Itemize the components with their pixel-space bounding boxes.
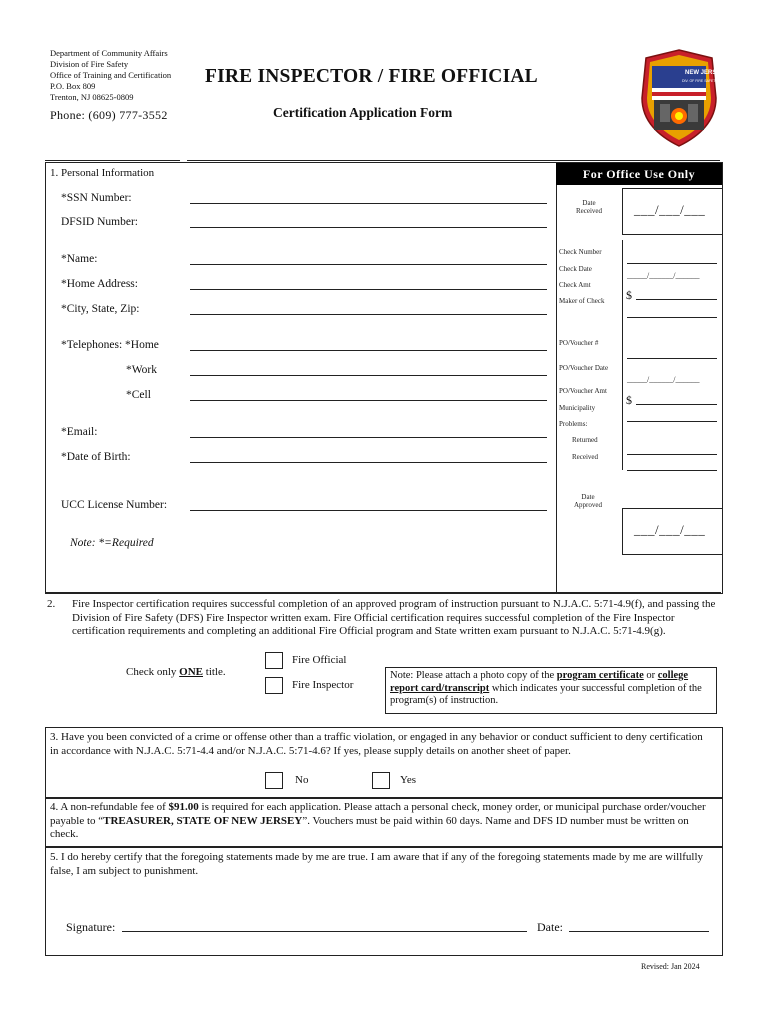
check-one-pre: Check only <box>126 666 180 678</box>
office-divider <box>556 162 557 592</box>
check-date-input[interactable]: _____/______/______ <box>627 271 700 280</box>
fee-pre: 4. A non-refundable fee of <box>50 801 169 813</box>
check-number-label: Check Number <box>559 248 602 256</box>
dollar-sign: $ <box>626 288 632 302</box>
received-input[interactable] <box>627 470 717 471</box>
check-date-label: Check Date <box>559 265 592 273</box>
seal-text-mid: DIV. OF FIRE SAFETY <box>682 79 718 83</box>
fire-inspector-label: Fire Inspector <box>292 679 354 691</box>
fee-amount: $91.00 <box>168 801 199 813</box>
agency-line: P.O. Box 809 <box>50 81 96 91</box>
rule <box>187 160 720 161</box>
office-use-heading: For Office Use Only <box>556 163 722 185</box>
municipality-input[interactable] <box>627 421 717 422</box>
fire-safety-seal-logo <box>640 48 725 148</box>
maker-of-check-label: Maker of Check <box>559 297 605 305</box>
dfsid-input[interactable] <box>190 227 547 228</box>
agency-line: Division of Fire Safety <box>50 59 129 69</box>
rule <box>45 160 180 161</box>
telephone-cell-input[interactable] <box>190 400 547 401</box>
ucc-license-input[interactable] <box>190 510 547 511</box>
dfsid-label: DFSID Number: <box>61 216 138 228</box>
office-inner-divider <box>622 240 623 470</box>
fire-inspector-checkbox[interactable] <box>265 677 283 694</box>
section-3-text: 3. Have you been convicted of a crime or offense other than a traffic violation, or engaged in any behavior or conduct sufficient to deny certification in accordance with N.J.A.C. 5:71-4.4 and/or N.J.A.C. 5:71-4.6? If yes, please supply details on another sheet of paper. <box>50 731 703 757</box>
phone-number: Phone: (609) 777-3552 <box>50 108 168 122</box>
check-amt-input[interactable] <box>636 299 717 300</box>
payee: TREASURER, STATE OF NEW JERSEY <box>103 814 303 827</box>
returned-label: Returned <box>572 436 598 444</box>
po-voucher-date-input[interactable]: _____/______/______ <box>627 375 700 384</box>
date-of-birth-label: *Date of Birth: <box>61 451 131 463</box>
fire-official-label: Fire Official <box>292 654 347 666</box>
city-state-zip-input[interactable] <box>190 314 547 315</box>
conviction-yes-label: Yes <box>400 774 417 786</box>
po-voucher-number-label: PO/Voucher # <box>559 339 599 347</box>
conviction-no-label: No <box>295 774 309 786</box>
seal-text-top: NEW JERSEY <box>685 70 725 76</box>
agency-line: Trenton, NJ 08625-0809 <box>50 92 134 102</box>
fee-post: ”. Vouchers must be paid within 60 days. Name and DFS ID number must be written on check. <box>50 814 689 840</box>
fee-mid: is required for each application. Please attach a personal check, money order, or municipal purchase order/voucher payable to “ <box>50 801 706 827</box>
problems-label: Problems: <box>559 420 588 428</box>
date-of-birth-input[interactable] <box>190 462 547 463</box>
home-address-input[interactable] <box>190 289 547 290</box>
section-4-text <box>50 801 712 842</box>
municipality-label: Municipality <box>559 404 596 412</box>
note-post: which indicates your successful completion of the program(s) of instruction. <box>390 682 702 706</box>
note-pre: Note: Please attach a photo copy of the <box>390 670 557 681</box>
required-note: Note: *=Required <box>70 537 154 549</box>
telephone-cell-label: *Cell <box>126 389 151 401</box>
revision-date: Revised: Jan 2024 <box>641 962 700 971</box>
check-one-emphasis: ONE <box>179 666 204 678</box>
city-state-zip-label: *City, State, Zip: <box>61 303 140 315</box>
signature-label: Signature: <box>66 920 116 934</box>
name-input[interactable] <box>190 264 547 265</box>
rule <box>45 592 721 593</box>
date-received-label: Date Received <box>575 199 603 215</box>
po-voucher-number-input[interactable] <box>627 358 717 359</box>
telephone-work-label: *Work <box>126 364 158 376</box>
date-received-value[interactable]: ___/___/___ <box>634 202 706 217</box>
email-input[interactable] <box>190 437 547 438</box>
date-label: Date: <box>537 920 563 934</box>
telephone-work-input[interactable] <box>190 375 547 376</box>
po-voucher-date-label: PO/Voucher Date <box>559 364 609 372</box>
agency-line: Office of Training and Certification <box>50 70 172 80</box>
fire-official-checkbox[interactable] <box>265 652 283 669</box>
check-one-post: title. <box>203 666 226 678</box>
section-1-title: 1. Personal Information <box>50 167 155 179</box>
conviction-no-checkbox[interactable] <box>265 772 283 789</box>
form-subtitle: Certification Application Form <box>273 105 453 120</box>
attachment-note <box>385 667 717 714</box>
form-title: FIRE INSPECTOR / FIRE OFFICIAL <box>205 66 538 87</box>
program-certificate-text: program certificate <box>556 670 644 681</box>
transcript-text: college report card/transcript <box>390 670 689 694</box>
signature-input[interactable] <box>122 931 527 932</box>
section-2-number: 2. <box>47 598 56 610</box>
ssn-input[interactable] <box>190 203 547 204</box>
ssn-label: *SSN Number: <box>61 192 132 204</box>
agency-address <box>50 48 171 103</box>
telephone-home-input[interactable] <box>190 350 547 351</box>
section-5-text: 5. I do hereby certify that the foregoing statements made by me are true. I am aware that if any of the foregoing statements made by me are willfully false, I am subject to punishment. <box>50 851 704 877</box>
note-mid: or <box>643 670 658 681</box>
po-voucher-amt-input[interactable] <box>636 404 717 405</box>
date-approved-label: Date Approved <box>574 493 602 509</box>
dollar-sign: $ <box>626 393 632 407</box>
check-amt-label: Check Amt <box>559 281 591 289</box>
returned-input[interactable] <box>627 454 717 455</box>
maker-of-check-input[interactable] <box>627 317 717 318</box>
signature-date-input[interactable] <box>569 931 709 932</box>
telephone-home-label: *Telephones: *Home <box>61 339 159 351</box>
email-label: *Email: <box>61 426 98 438</box>
po-voucher-amt-label: PO/Voucher Amt <box>559 387 607 395</box>
name-label: *Name: <box>61 253 98 265</box>
section-2-text: Fire Inspector certification requires successful completion of an approved program of instruction pursuant to N.J.A.C. 5:71-4.9(f), and passing the Division of Fire Safety (DFS) Fire Inspector written exam. Fire Official certification requires successful completion of the Fire Inspector certification requirements and completing an additional Fire Official program and State written exam pursuant to N.J.A.C. 5:71-4.9(g). <box>72 598 716 637</box>
agency-line: Department of Community Affairs <box>50 48 168 58</box>
check-one-instruction <box>126 666 226 678</box>
ucc-license-label: UCC License Number: <box>61 499 168 511</box>
conviction-yes-checkbox[interactable] <box>372 772 390 789</box>
received-label: Received <box>572 453 599 461</box>
home-address-label: *Home Address: <box>61 278 138 290</box>
date-approved-value[interactable]: ___/___/___ <box>634 522 706 537</box>
check-number-input[interactable] <box>627 263 717 264</box>
